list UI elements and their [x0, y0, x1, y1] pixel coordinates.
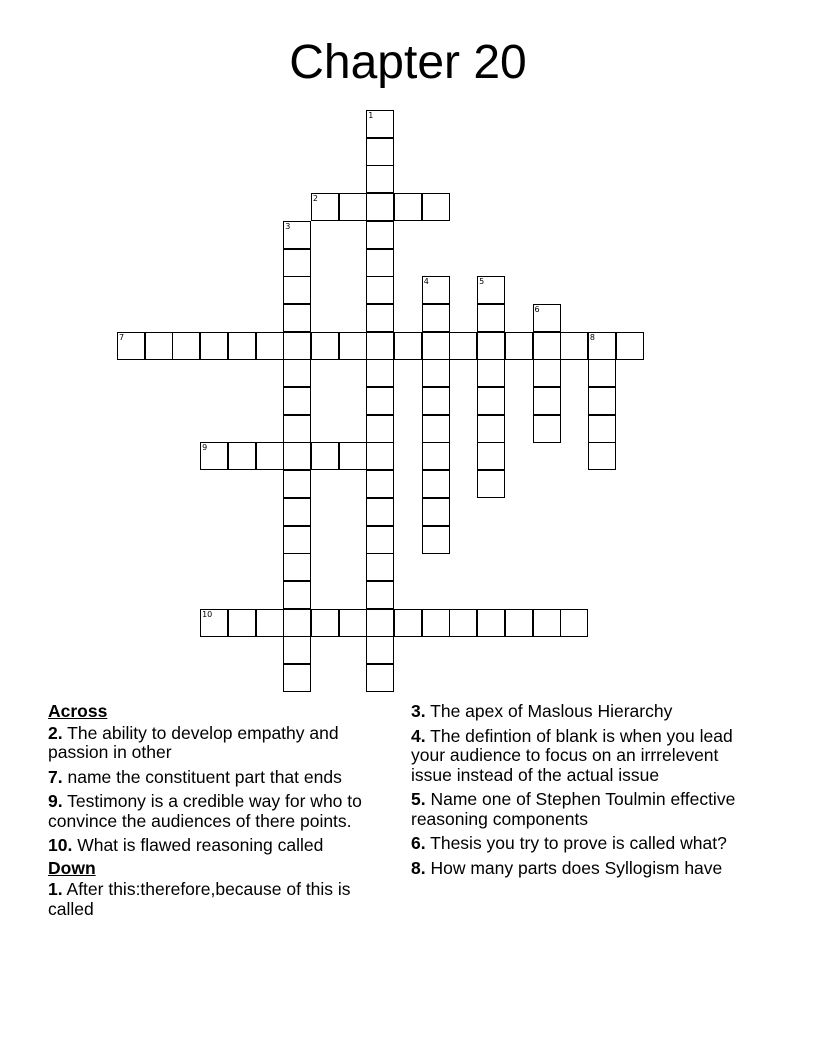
clue-number-label: 1 [368, 111, 374, 120]
clue-number-label: 7 [119, 332, 125, 342]
across-heading: Across [48, 701, 108, 721]
grid-cell[interactable] [422, 498, 450, 526]
grid-cell[interactable] [200, 332, 228, 360]
grid-cell[interactable] [366, 332, 394, 360]
clue-down-1: 1. After this:therefore,because of this is called [48, 879, 351, 919]
grid-cell[interactable] [533, 415, 561, 443]
grid-cell[interactable] [477, 387, 505, 415]
grid-cell[interactable] [449, 332, 477, 360]
grid-cell[interactable] [366, 276, 394, 304]
clue-down-3: 3. The apex of Maslous Hierarchy [411, 701, 673, 721]
grid-cell[interactable] [588, 415, 616, 443]
grid-cell[interactable] [422, 442, 450, 470]
clue-number-label: 3 [285, 221, 291, 231]
grid-cell[interactable] [477, 415, 505, 443]
clue-down-5: 5. Name one of Stephen Toulmin effective reasoning components [411, 789, 736, 829]
grid-cell[interactable] [366, 609, 394, 637]
grid-cell[interactable] [366, 581, 394, 609]
grid-cell[interactable] [339, 609, 367, 637]
down-heading: Down [48, 857, 96, 878]
grid-cell[interactable] [366, 664, 394, 692]
grid-cell[interactable] [339, 332, 367, 360]
clue-across-2: 2. The ability to develop empathy and passion in other [48, 722, 339, 762]
grid-cell[interactable] [533, 359, 561, 387]
grid-cell[interactable] [366, 387, 394, 415]
clue-number-label: 9 [202, 443, 208, 453]
grid-cell[interactable] [283, 249, 311, 277]
grid-cell[interactable] [422, 415, 450, 443]
grid-cell[interactable] [228, 442, 256, 470]
clue-number-label: 8 [589, 332, 595, 342]
grid-cell[interactable] [283, 664, 311, 692]
grid-cell[interactable] [505, 332, 533, 360]
grid-cell[interactable] [145, 332, 173, 360]
grid-cell[interactable] [449, 609, 477, 637]
grid-cell[interactable] [283, 636, 311, 664]
grid-cell[interactable] [283, 581, 311, 609]
grid-cell[interactable] [283, 553, 311, 581]
grid-cell[interactable] [283, 332, 311, 360]
grid-cell[interactable] [422, 609, 450, 637]
clue-number-label: 10 [202, 609, 213, 619]
grid-cell[interactable] [256, 442, 284, 470]
grid-cell[interactable] [366, 221, 394, 249]
grid-cell[interactable] [283, 415, 311, 443]
grid-cell[interactable] [422, 387, 450, 415]
grid-cell[interactable] [588, 442, 616, 470]
grid-cell[interactable] [366, 138, 394, 166]
grid-cell[interactable] [394, 193, 422, 221]
grid-cell[interactable] [366, 249, 394, 277]
grid-cell[interactable] [533, 609, 561, 637]
clue-number-label: 4 [423, 277, 429, 287]
grid-cell[interactable] [283, 609, 311, 637]
grid-cell[interactable] [588, 387, 616, 415]
grid-cell[interactable] [366, 359, 394, 387]
grid-cell[interactable] [283, 304, 311, 332]
grid-cell[interactable] [477, 304, 505, 332]
clue-number-label: 6 [534, 304, 540, 314]
grid-cell[interactable] [366, 442, 394, 470]
grid-cell[interactable] [311, 442, 339, 470]
grid-cell[interactable] [283, 359, 311, 387]
grid-cell[interactable] [477, 442, 505, 470]
clues-left-column [48, 702, 398, 919]
grid-cell[interactable] [339, 442, 367, 470]
grid-cell[interactable] [172, 332, 200, 360]
grid-cell[interactable] [422, 332, 450, 360]
grid-cell[interactable] [560, 609, 588, 637]
grid-cell[interactable] [422, 359, 450, 387]
clue-across-7: 7. name the constituent part that ends [48, 766, 342, 787]
grid-cell[interactable] [477, 332, 505, 360]
grid-cell[interactable] [560, 332, 588, 360]
grid-cell[interactable] [283, 470, 311, 498]
grid-cell[interactable] [477, 359, 505, 387]
clue-number-label: 5 [479, 277, 485, 287]
grid-cell[interactable] [366, 553, 394, 581]
grid-cell[interactable] [366, 470, 394, 498]
grid-cell[interactable] [366, 526, 394, 554]
grid-cell[interactable] [366, 165, 394, 193]
clue-number-label: 2 [312, 194, 318, 204]
clue-down-6: 6. Thesis you try to prove is called what? [411, 833, 727, 853]
grid-cell[interactable] [533, 387, 561, 415]
grid-cell[interactable] [311, 609, 339, 637]
clue-down-8: 8. How many parts does Syllogism have [411, 857, 723, 878]
grid-cell[interactable] [366, 498, 394, 526]
grid-cell[interactable] [283, 276, 311, 304]
grid-cell[interactable] [422, 526, 450, 554]
grid-cell[interactable] [616, 332, 644, 360]
grid-cell[interactable] [533, 332, 561, 360]
grid-cell[interactable] [256, 332, 284, 360]
grid-cell[interactable] [228, 332, 256, 360]
grid-cell[interactable] [588, 359, 616, 387]
grid-cell[interactable] [283, 442, 311, 470]
grid-cell[interactable] [477, 470, 505, 498]
grid-cell[interactable] [283, 387, 311, 415]
clue-down-4: 4. The defintion of blank is when you lead your audience to focus on an irrrelevent issue instead of the actual issue [411, 725, 733, 785]
grid-cell[interactable] [228, 609, 256, 637]
grid-cell[interactable] [366, 193, 394, 221]
grid-cell[interactable] [477, 609, 505, 637]
grid-cell[interactable] [505, 609, 533, 637]
clue-across-9: 9. Testimony is a credible way for who to convince the audiences of there points. [48, 791, 362, 831]
grid-cell[interactable] [366, 415, 394, 443]
grid-cell[interactable] [422, 304, 450, 332]
grid-cell[interactable] [394, 332, 422, 360]
clue-across-10: 10. What is flawed reasoning called [48, 835, 324, 855]
grid-cell[interactable] [283, 526, 311, 554]
grid-cell[interactable] [422, 470, 450, 498]
grid-cell[interactable] [422, 193, 450, 221]
grid-cell[interactable] [311, 332, 339, 360]
grid-cell[interactable] [366, 636, 394, 664]
page-title: Chapter 20 [289, 36, 527, 89]
grid-cell[interactable] [256, 609, 284, 637]
grid-cell[interactable] [366, 304, 394, 332]
clues-right-column [411, 702, 751, 878]
grid-cell[interactable] [394, 609, 422, 637]
grid-cell[interactable] [283, 498, 311, 526]
grid-cell[interactable] [339, 193, 367, 221]
